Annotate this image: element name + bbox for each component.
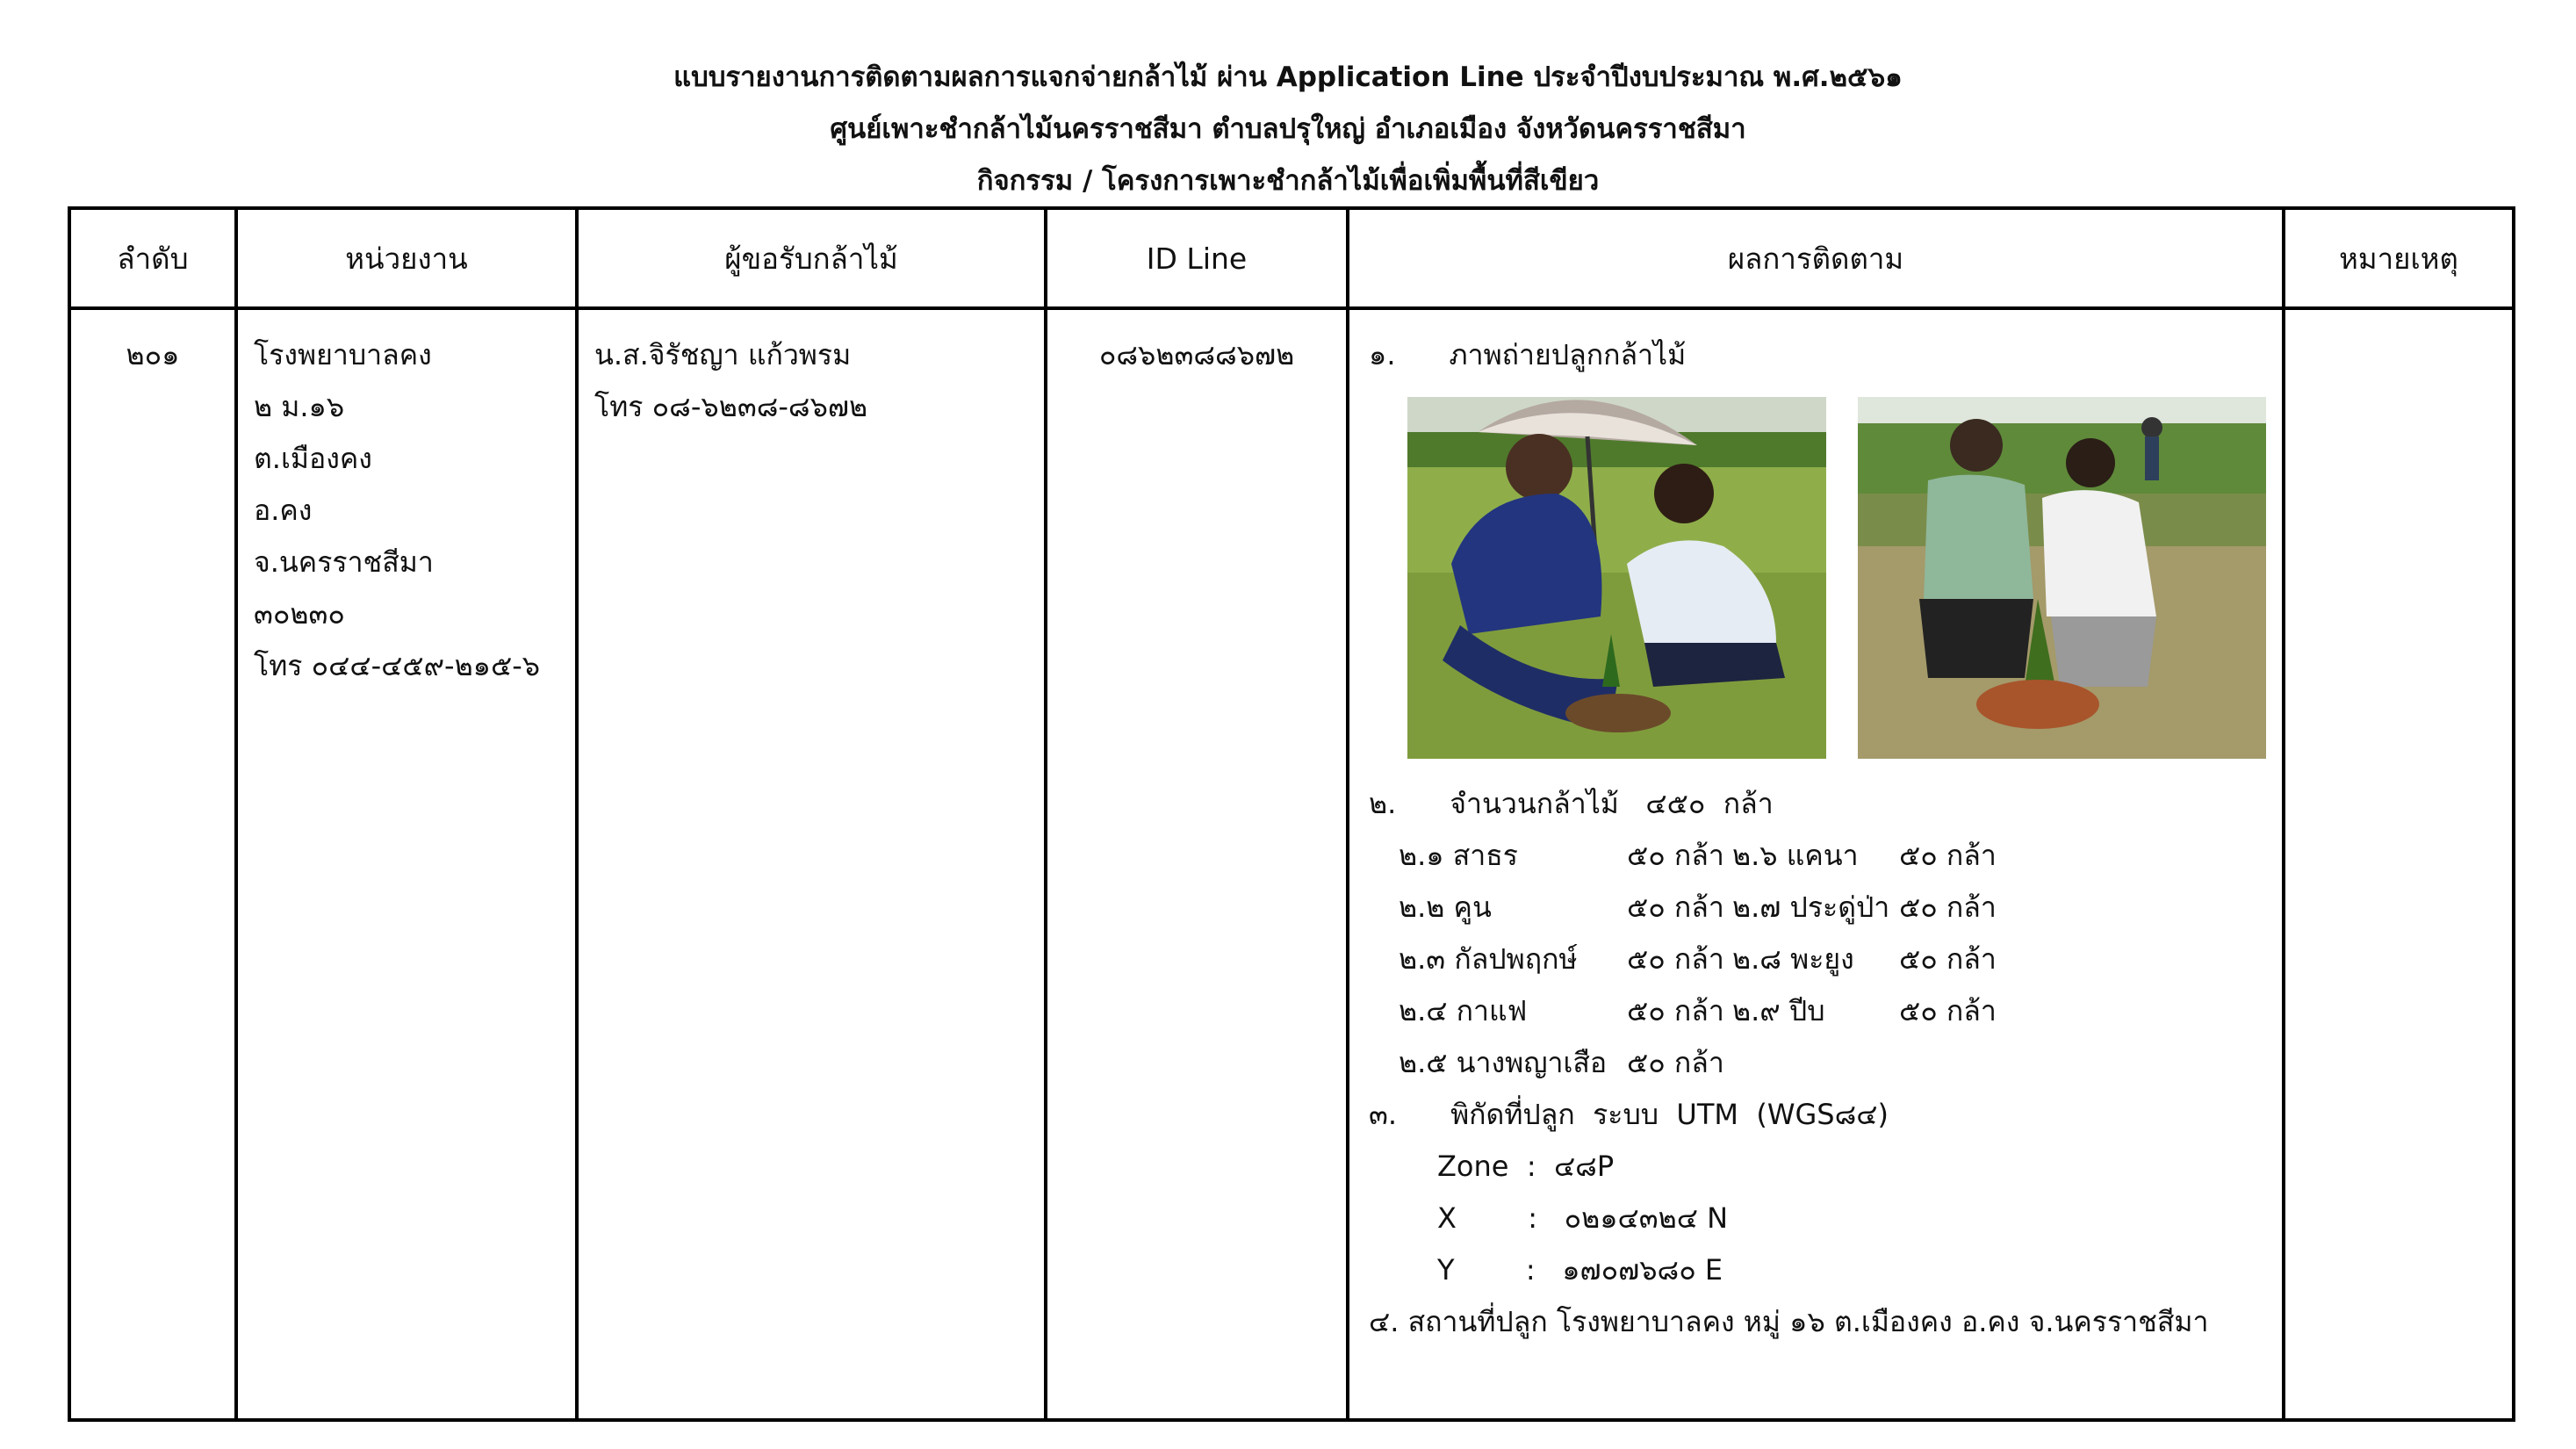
tree-qty: ๕๐ กล้า [1899, 890, 1997, 924]
report-subtitle-center: ศูนย์เพาะชำกล้าไม้นครราชสีมา ตำบลปรุใหญ่ อำเภอเมือง จังหวัดนครราชสีมา [830, 113, 1746, 145]
utm-x: X : ๐๒๑๔๓๒๔ N [1437, 1201, 1729, 1235]
col-header-remark: หมายเหตุ [2284, 208, 2514, 308]
remark-value [2285, 310, 2512, 329]
tree-name: ๒.๔ กาแฟ [1399, 994, 1528, 1027]
result-item-coordinates: ๓. พิกัดที่ปลูก ระบบ UTM (WGS๘๔) [1369, 1098, 1889, 1131]
agency-phone: โทร ๐๔๔-๔๕๙-๒๑๕-๖ [254, 649, 541, 682]
table-header-row [69, 208, 2514, 308]
tree-row [1399, 1037, 2266, 1089]
cell-no [69, 308, 236, 1420]
agency-district: อ.คง [254, 494, 313, 527]
table-row [69, 308, 2514, 1420]
cell-remark [2284, 308, 2514, 1420]
result-item-photos: ๑. ภาพถ่ายปลูกกล้าไม้ [1369, 338, 1687, 371]
cell-id-line [1046, 308, 1348, 1420]
tree-name: ๒.๙ ปีบ [1732, 994, 1825, 1027]
col-header-requester: ผู้ขอรับกล้าไม้ [577, 208, 1046, 308]
agency-subdistrict: ต.เมืองคง [254, 442, 372, 475]
tree-name: ๒.๒ คูน [1399, 890, 1492, 924]
report-table [68, 206, 2515, 1422]
cell-agency [236, 308, 577, 1420]
cell-requester [577, 308, 1046, 1420]
tree-name: ๒.๓ กัลปพฤกษ์ [1399, 942, 1578, 976]
col-header-agency: หน่วยงาน [236, 208, 577, 308]
tree-name: ๒.๑ สาธร [1399, 839, 1518, 872]
tree-name: ๒.๕ นางพญาเสือ [1399, 1046, 1608, 1079]
tree-qty: ๕๐ กล้า [1899, 942, 1997, 976]
report-title: แบบรายงานการติดตามผลการแจกจ่ายกล้าไม้ ผ่าน Application Line ประจำปีงบประมาณ พ.ศ.๒๕๖๑ [673, 61, 1903, 93]
report-subtitle-activity: กิจกรรม / โครงการเพาะชำกล้าไม้เพื่อเพิ่มพื้นที่สีเขียว [976, 165, 1600, 197]
tree-name: ๒.๗ ประดู่ป่า [1732, 890, 1890, 924]
agency-postcode: ๓๐๒๓๐ [254, 597, 345, 631]
tree-name: ๒.๘ พะยูง [1732, 942, 1854, 976]
result-item-seedling-count: ๒. จำนวนกล้าไม้ ๔๕๐ กล้า [1369, 787, 1774, 820]
result-item-location: ๔. สถานที่ปลูก โรงพยาบาลคง หมู่ ๑๖ ต.เมืองคง อ.คง จ.นครราชสีมา [1369, 1305, 2209, 1338]
agency-address-village: ๒ ม.๑๖ [254, 390, 345, 423]
requester-phone: โทร ๐๘-๖๒๓๘-๘๖๗๒ [594, 390, 868, 423]
col-header-no: ลำดับ [69, 208, 236, 308]
tree-qty: ๕๐ กล้า [1627, 1046, 1724, 1079]
col-header-id-line: ID Line [1046, 208, 1348, 308]
tree-qty: ๕๐ กล้า [1627, 839, 1724, 872]
tree-row [1399, 882, 2266, 934]
tree-row [1399, 934, 2266, 985]
tree-qty: ๕๐ กล้า [1899, 994, 1997, 1027]
col-header-results: ผลการติดตาม [1348, 208, 2284, 308]
tree-qty: ๕๐ กล้า [1627, 890, 1724, 924]
tree-qty: ๕๐ กล้า [1899, 839, 1997, 872]
utm-zone: Zone : ๔๘P [1437, 1150, 1615, 1183]
planting-photos [1407, 397, 2266, 759]
planting-photo-1 [1407, 397, 1826, 759]
tree-qty: ๕๐ กล้า [1627, 994, 1724, 1027]
utm-y: Y : ๑๗๐๗๖๘๐ E [1437, 1253, 1723, 1287]
agency-name: โรงพยาบาลคง [254, 338, 432, 371]
agency-province: จ.นครราชสีมา [254, 545, 434, 579]
tree-name: ๒.๖ แคนา [1732, 839, 1859, 872]
planting-photo-2 [1858, 397, 2266, 759]
id-line-value: ๐๘๖๒๓๘๘๖๗๒ [1098, 338, 1295, 371]
tree-row [1399, 985, 2266, 1037]
tree-row [1399, 830, 2266, 882]
tree-list [1369, 830, 2266, 1089]
requester-name: น.ส.จิรัชญา แก้วพรม [594, 338, 852, 371]
tree-qty: ๕๐ กล้า [1627, 942, 1724, 976]
cell-results [1348, 308, 2284, 1420]
row-number: ๒๐๑ [126, 338, 180, 371]
